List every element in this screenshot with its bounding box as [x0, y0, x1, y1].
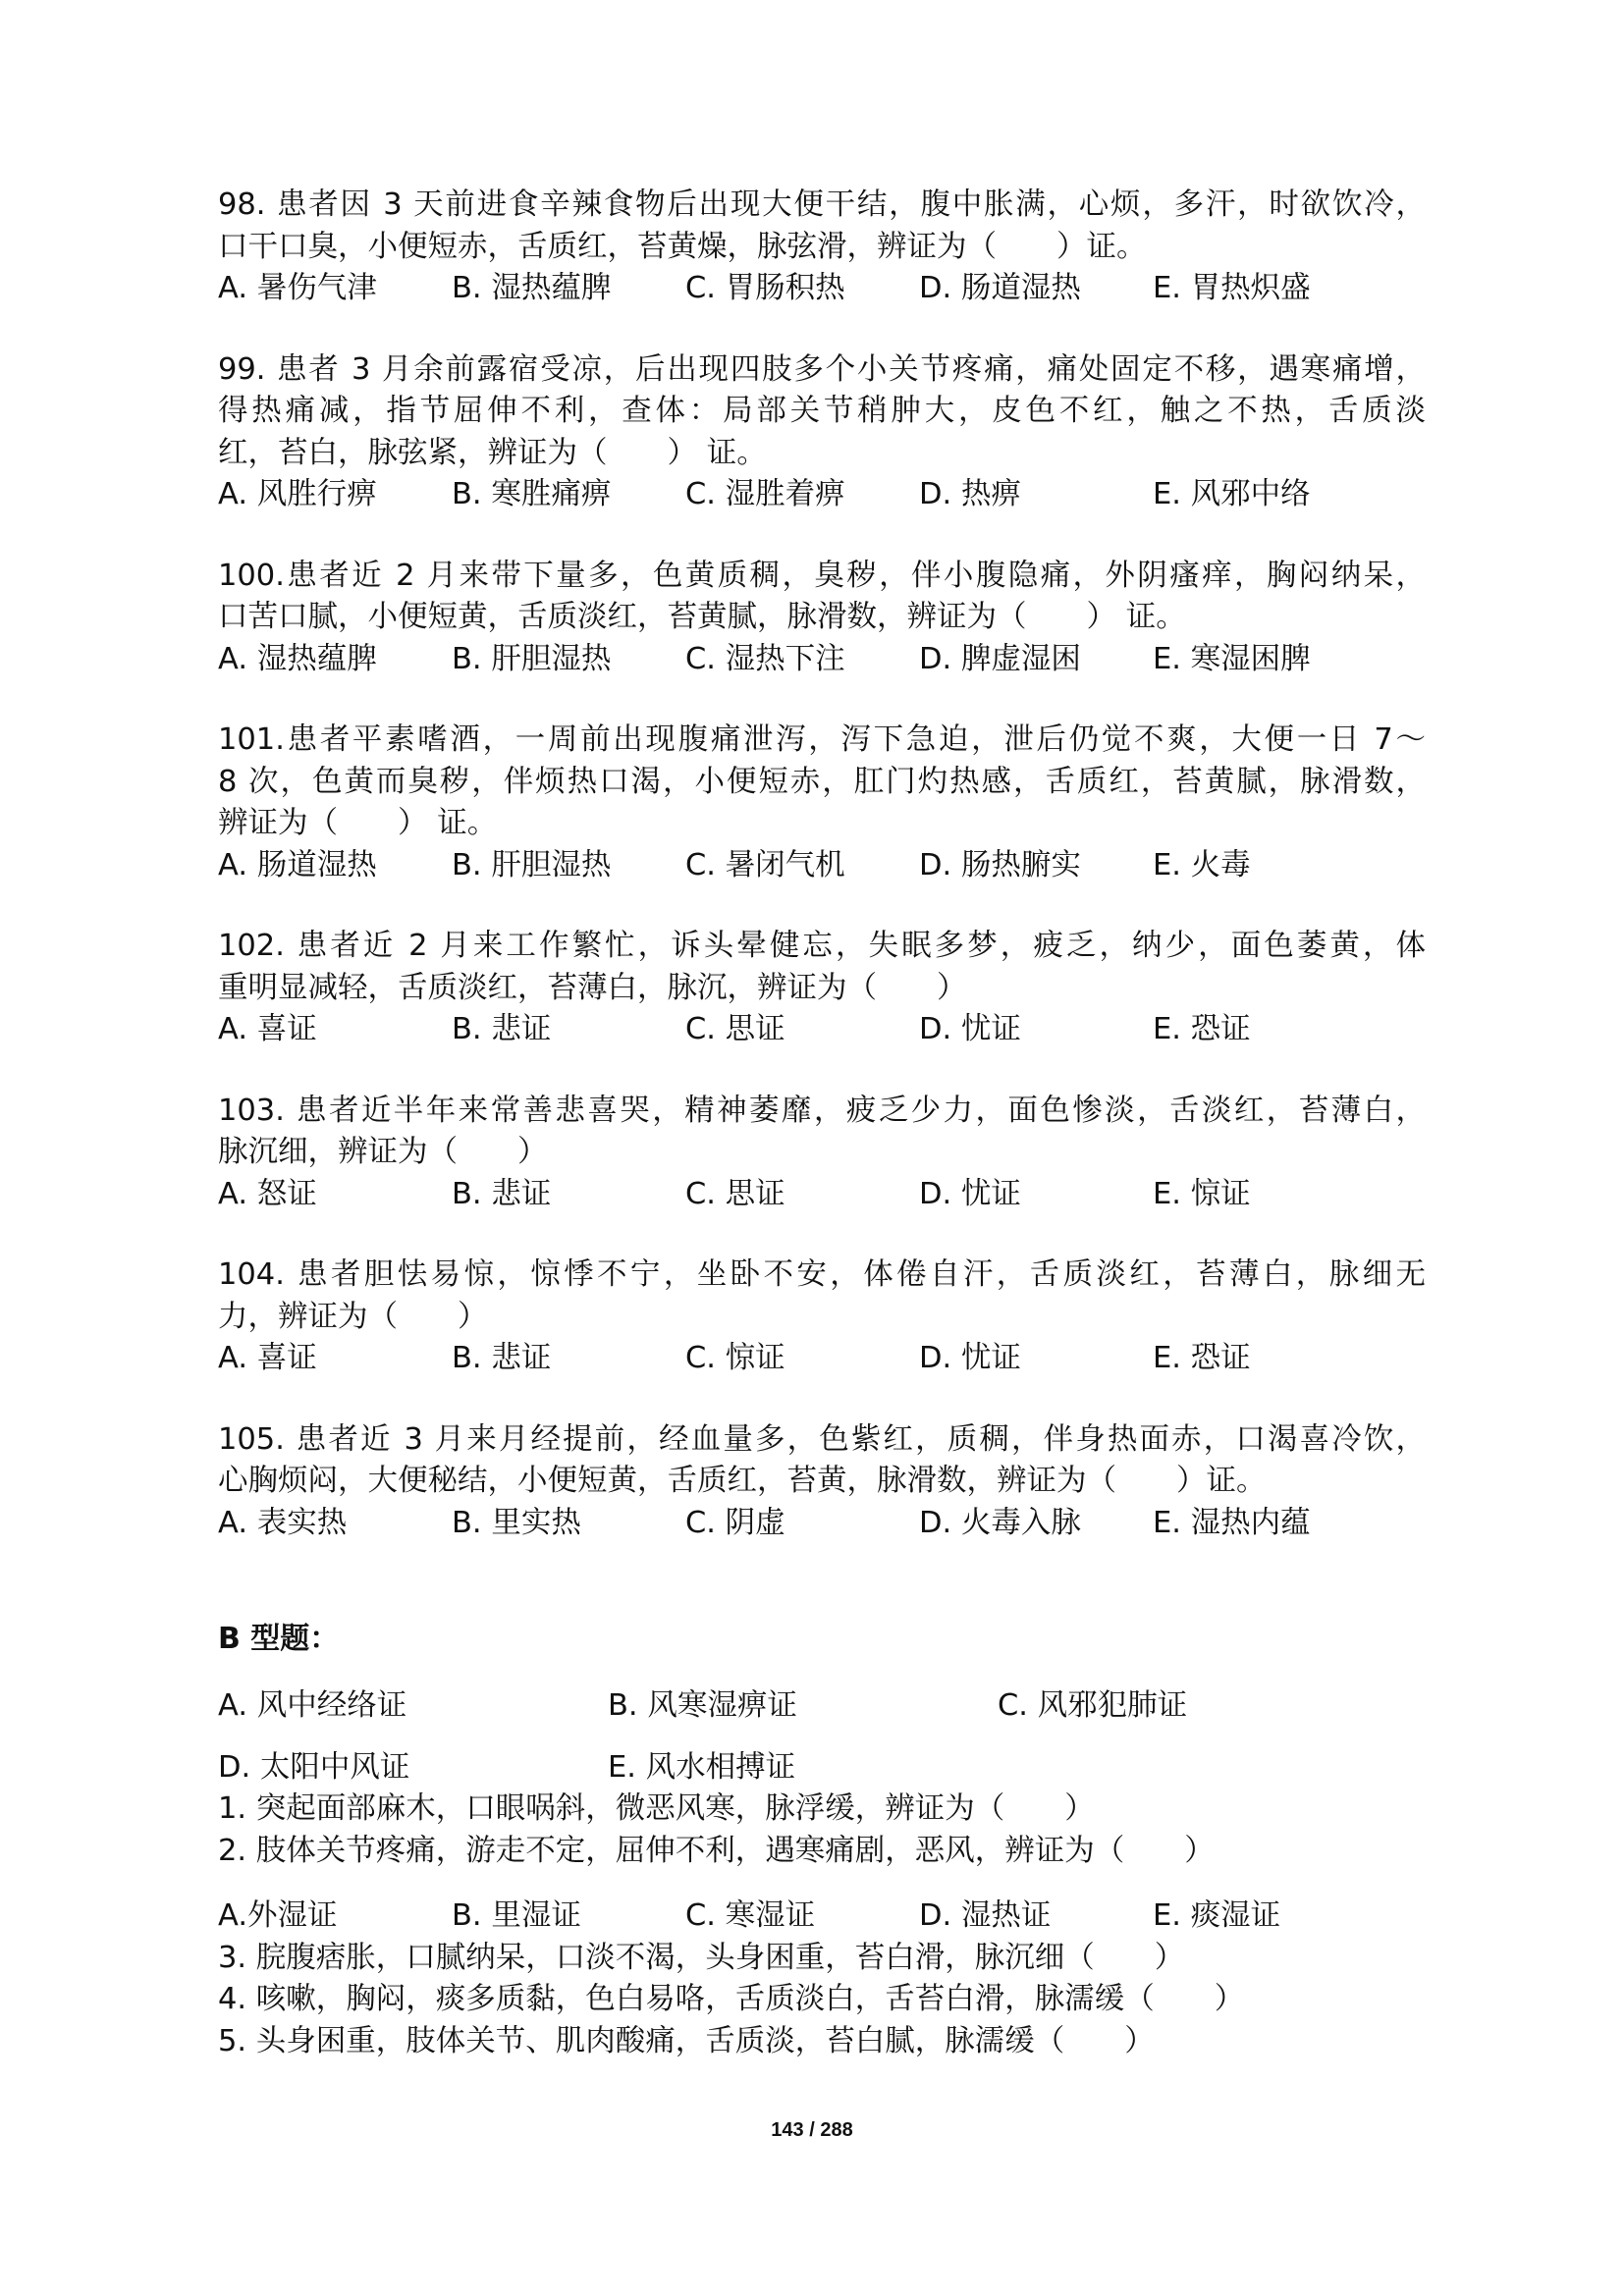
- question-text-line: 100.患者近 2 月来带下量多，色黄质稠，臭秽，伴小腹隐痛，外阴瘙痒，胸闷纳呆，: [218, 558, 1426, 593]
- shared-options-row: [218, 1896, 1426, 1938]
- option-e: E. 湿热内蕴: [1153, 1505, 1311, 1540]
- question-text-line: 口干口臭，小便短赤，舌质红，苔黄燥，脉弦滑，辨证为（ ）证。: [218, 229, 1147, 264]
- section-b-group-1: [218, 1685, 1426, 1872]
- option-a: A. 表实热: [218, 1505, 348, 1540]
- option-b: B. 悲证: [452, 1341, 552, 1375]
- option-d: D. 忧证: [919, 1012, 1021, 1046]
- option-c: C. 湿胜着痹: [685, 477, 845, 511]
- answer-options: [218, 1174, 1426, 1216]
- option-e: E. 胃热炽盛: [1153, 271, 1311, 305]
- option-a: A. 肠道湿热: [218, 847, 377, 882]
- option-e: E. 惊证: [1153, 1176, 1251, 1211]
- question-text-line: 重明显减轻，舌质淡红，苔薄白，脉沉，辨证为（ ）: [218, 970, 967, 1005]
- option-e: E. 风邪中络: [1153, 477, 1311, 511]
- question-text-line: 99. 患者 3 月余前露宿受凉，后出现四肢多个小关节疼痛，痛处固定不移，遇寒痛增，: [218, 351, 1426, 387]
- option-d: D. 忧证: [919, 1341, 1021, 1375]
- question-text-line: 102. 患者近 2 月来工作繁忙，诉头晕健忘，失眠多梦，疲乏，纳少，面色萎黄，体: [218, 929, 1426, 963]
- question-5: 5. 头身困重，肢体关节、肌肉酸痛，舌质淡，苔白腻，脉濡缓（ ）: [218, 2023, 1155, 2058]
- question-text-line: 红，苔白，脉弦紧，辨证为（ ） 证。: [218, 435, 767, 470]
- option-a: A. 湿热蕴脾: [218, 641, 377, 676]
- question-text-line: 脉沉细，辨证为（ ）: [218, 1135, 548, 1169]
- question-1: 1. 突起面部麻木，口眼㖞斜，微恶风寒，脉浮缓，辨证为（ ）: [218, 1791, 1095, 1826]
- option-d: D. 肠热腑实: [919, 847, 1081, 882]
- option-d: D. 太阳中风证: [218, 1749, 410, 1785]
- option-a: A. 怒证: [218, 1176, 317, 1211]
- option-e: E. 火毒: [1153, 847, 1251, 882]
- question-text-line: 104. 患者胆怯易惊，惊悸不宁，坐卧不安，体倦自汗，舌质淡红，苔薄白，脉细无: [218, 1257, 1426, 1292]
- question-text-line: 105. 患者近 3 月来月经提前，经血量多，色紫红，质稠，伴身热面赤，口渴喜冷饮，: [218, 1421, 1426, 1457]
- option-a: A. 暑伤气津: [218, 271, 377, 305]
- question-text-line: 心胸烦闷，大便秘结，小便短黄，舌质红，苔黄，脉滑数，辨证为（ ）证。: [218, 1464, 1267, 1498]
- option-c: C. 思证: [685, 1176, 785, 1211]
- option-c: C. 湿热下注: [685, 641, 845, 676]
- question-102: [218, 926, 1426, 1051]
- option-c: C. 惊证: [685, 1341, 785, 1375]
- section-b-title: B 型题：: [218, 1622, 340, 1656]
- answer-options: [218, 639, 1426, 681]
- question-text-line: 101.患者平素嗜酒，一周前出现腹痛泄泻，泻下急迫，泄后仍觉不爽，大便一日 7～: [218, 722, 1426, 757]
- option-a: A. 风胜行痹: [218, 477, 377, 511]
- question-98: [218, 185, 1426, 310]
- option-d: D. 忧证: [919, 1176, 1021, 1211]
- answer-options: [218, 474, 1426, 516]
- page-content: [218, 185, 1426, 2062]
- option-d: D. 肠道湿热: [919, 271, 1081, 305]
- answer-options: [218, 268, 1426, 310]
- question-4: 4. 咳嗽，胸闷，痰多质黏，色白易咯，舌质淡白，舌苔白滑，脉濡缓（ ）: [218, 1982, 1245, 2016]
- option-a: A. 风中经络证: [218, 1688, 407, 1723]
- option-c: C. 风邪犯肺证: [998, 1688, 1188, 1723]
- option-d: D. 湿热证: [919, 1898, 1052, 1933]
- section-b-group-2: [218, 1896, 1426, 2062]
- question-101: [218, 720, 1426, 886]
- answer-options: [218, 845, 1426, 887]
- option-e: E. 恐证: [1153, 1012, 1251, 1046]
- option-c: C. 寒湿证: [685, 1898, 816, 1933]
- option-d: D. 脾虚湿困: [919, 641, 1081, 676]
- shared-options-row: [218, 1747, 1426, 1789]
- option-c: C. 阴虚: [685, 1505, 785, 1540]
- option-a: A. 喜证: [218, 1012, 317, 1046]
- option-c: C. 暑闭气机: [685, 847, 845, 882]
- option-e: E. 寒湿困脾: [1153, 641, 1311, 676]
- page-number: 143 / 288: [771, 2119, 853, 2141]
- option-d: D. 火毒入脉: [919, 1505, 1081, 1540]
- option-c: C. 思证: [685, 1012, 785, 1046]
- option-b: B. 里湿证: [452, 1898, 581, 1933]
- option-b: B. 悲证: [452, 1012, 552, 1046]
- answer-options: [218, 1503, 1426, 1545]
- option-c: C. 胃肠积热: [685, 271, 845, 305]
- option-a: A.外湿证: [218, 1898, 338, 1933]
- option-b: B. 里实热: [452, 1505, 581, 1540]
- question-2: 2. 肢体关节疼痛，游走不定，屈伸不利，遇寒痛剧，恶风，辨证为（ ）: [218, 1833, 1215, 1868]
- question-text-line: 力，辨证为（ ）: [218, 1299, 488, 1334]
- shared-options-row: [218, 1685, 1426, 1728]
- question-text-line: 辨证为（ ） 证。: [218, 806, 498, 840]
- option-b: B. 肝胆湿热: [452, 641, 612, 676]
- option-a: A. 喜证: [218, 1341, 317, 1375]
- question-99: [218, 349, 1426, 516]
- question-100: [218, 556, 1426, 681]
- option-b: B. 肝胆湿热: [452, 847, 612, 882]
- question-text-line: 8 次，色黄而臭秽，伴烦热口渴，小便短赤，肛门灼热感，舌质红，苔黄腻，脉滑数，: [218, 764, 1426, 799]
- question-text-line: 98. 患者因 3 天前进食辛辣食物后出现大便干结，腹中胀满，心烦，多汗，时欲饮冷，: [218, 187, 1426, 222]
- option-e: E. 痰湿证: [1153, 1898, 1281, 1933]
- option-d: D. 热痹: [919, 477, 1021, 511]
- answer-options: [218, 1009, 1426, 1051]
- question-103: [218, 1091, 1426, 1216]
- answer-options: [218, 1338, 1426, 1380]
- question-text-line: 口苦口腻，小便短黄，舌质淡红，苔黄腻，脉滑数，辨证为（ ） 证。: [218, 600, 1186, 634]
- question-text-line: 得热痛减，指节屈伸不利，查体：局部关节稍肿大，皮色不红，触之不热，舌质淡: [218, 394, 1426, 428]
- question-text-line: 103. 患者近半年来常善悲喜哭，精神萎靡，疲乏少力，面色惨淡，舌淡红，苔薄白，: [218, 1093, 1426, 1128]
- option-e: E. 恐证: [1153, 1341, 1251, 1375]
- question-104: [218, 1255, 1426, 1380]
- option-b: B. 寒胜痛痹: [452, 477, 612, 511]
- option-e: E. 风水相搏证: [608, 1749, 796, 1785]
- option-b: B. 风寒湿痹证: [608, 1688, 797, 1723]
- option-b: B. 悲证: [452, 1176, 552, 1211]
- question-105: [218, 1419, 1426, 1545]
- question-3: 3. 脘腹痞胀，口腻纳呆，口淡不渴，头身困重，苔白滑，脉沉细（ ）: [218, 1940, 1185, 1975]
- option-b: B. 湿热蕴脾: [452, 271, 612, 305]
